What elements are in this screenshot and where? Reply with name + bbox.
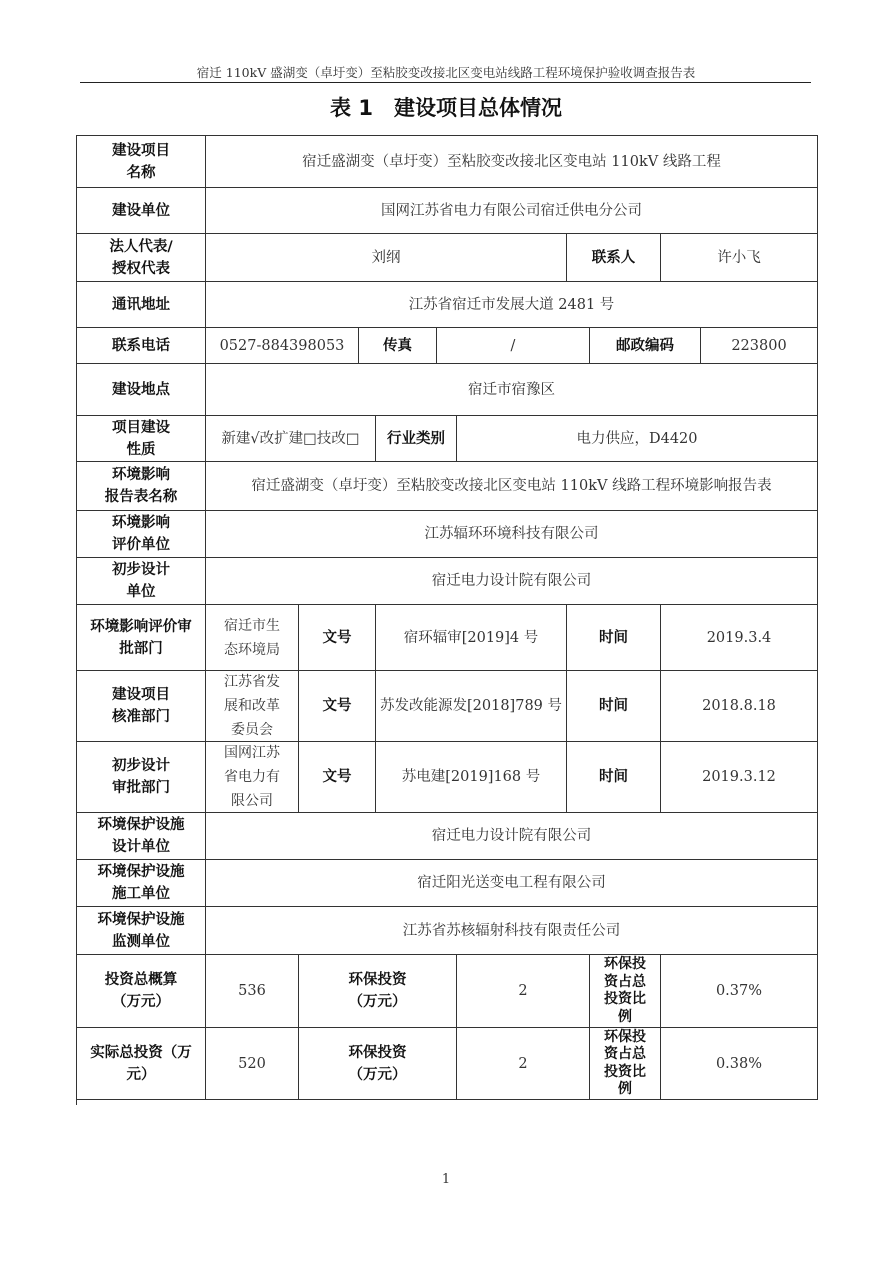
env-monitor-value: 江苏省苏核辐射科技有限责任公司: [206, 907, 818, 955]
invest-actual-env-label-line1: 环保投资: [348, 1044, 407, 1061]
invest-estimate-label-line1: 投资总概算: [104, 972, 178, 988]
invest-estimate-value: 536: [206, 955, 299, 1028]
design-approval-doc-value: 苏电建[2019]168 号: [376, 742, 567, 813]
invest-estimate-ratio-label-line2: 资占总: [604, 973, 646, 990]
design-approval-label-line1: 初步设计: [112, 758, 170, 774]
project-name-label-line1: 建设项目: [112, 142, 170, 159]
eia-unit-value: 江苏辐环环境科技有限公司: [206, 511, 818, 558]
eia-unit-label: [77, 511, 206, 558]
project-approval-doc-value: 苏发改能源发[2018]789 号: [376, 671, 567, 742]
industry-value: 电力供应，D4420: [457, 416, 818, 462]
eia-approval-doc-value: 宿环辐审[2019]4 号: [376, 605, 567, 671]
invest-actual-ratio-label-line2: 资占总: [604, 1046, 646, 1062]
invest-actual-ratio-label-line1: 环保投: [604, 1028, 646, 1045]
postcode-label: 邮政编码: [590, 328, 701, 364]
project-approval-label-line1: 建设项目: [112, 687, 170, 703]
project-nature-value: 新建√改扩建□技改□: [206, 416, 376, 462]
contact-person-label: 联系人: [567, 234, 661, 282]
invest-estimate-env-value: 2: [457, 955, 590, 1028]
location-label: 建设地点: [77, 364, 206, 416]
project-approval-dept-line1: 江苏省发: [224, 674, 280, 690]
design-approval-dept-line3: 限公司: [231, 793, 273, 809]
phone-value: 0527-884398053: [206, 328, 359, 364]
project-approval-dept-line3: 委员会: [231, 722, 273, 738]
prelim-design-label-line1: 初步设计: [112, 562, 170, 578]
fax-value: /: [437, 328, 590, 364]
invest-actual-label-line1: 实际总投资（万: [90, 1044, 192, 1061]
invest-actual-ratio-label-line4: 例: [618, 1081, 632, 1097]
project-approval-dept-line2: 展和改革: [224, 698, 280, 714]
design-approval-dept-line2: 省电力有: [224, 769, 280, 785]
prelim-design-value: 宿迁电力设计院有限公司: [206, 558, 818, 605]
invest-actual-env-label: [299, 1028, 457, 1100]
invest-actual-label-line2: 元）: [126, 1066, 156, 1083]
legal-rep-label-line1: 法人代表/: [109, 238, 173, 255]
address-label: 通讯地址: [77, 282, 206, 328]
invest-estimate-env-label: [299, 955, 457, 1028]
project-name-value: 宿迁盛湖变（卓圩变）至粘胶变改接北区变电站 110kV 线路工程: [206, 136, 818, 188]
design-approval-doc-label: 文号: [299, 742, 376, 813]
design-approval-dept-line1: 国网江苏: [224, 745, 280, 761]
env-monitor-label-line1: 环境保护设施: [97, 911, 185, 928]
env-monitor-label: [77, 907, 206, 955]
eia-approval-dept-line1: 宿迁市生: [224, 617, 280, 634]
project-approval-time-label: 时间: [567, 671, 661, 742]
address-value: 江苏省宿迁市发展大道 2481 号: [206, 282, 818, 328]
page-number: 1: [441, 1172, 451, 1187]
eia-approval-label-line2: 批部门: [119, 640, 163, 657]
project-nature-label: [77, 416, 206, 462]
design-approval-label: [77, 742, 206, 813]
eia-approval-label-line1: 环境影响评价审: [90, 618, 192, 635]
builder-value: 国网江苏省电力有限公司宿迁供电分公司: [206, 188, 818, 234]
project-name-label: [77, 136, 206, 188]
eia-approval-label: [77, 605, 206, 671]
builder-label: 建设单位: [77, 188, 206, 234]
env-design-value: 宿迁电力设计院有限公司: [206, 813, 818, 860]
running-header: 宿迁 110kV 盛湖变（卓圩变）至粘胶变改接北区变电站线路工程环境保护验收调查报告表: [196, 65, 696, 80]
invest-actual-ratio-label-line3: 投资比: [604, 1063, 646, 1080]
design-approval-time-label: 时间: [567, 742, 661, 813]
project-approval-label-line2: 核准部门: [112, 709, 170, 725]
project-approval-dept: [206, 671, 299, 742]
invest-actual-env-value: 2: [457, 1028, 590, 1100]
eia-report-label: [77, 462, 206, 511]
project-approval-time-value: 2018.8.18: [661, 671, 818, 742]
env-construction-label-line2: 施工单位: [112, 886, 170, 902]
env-construction-value: 宿迁阳光送变电工程有限公司: [206, 860, 818, 907]
eia-report-value: 宿迁盛湖变（卓圩变）至粘胶变改接北区变电站 110kV 线路工程环境影响报告表: [206, 462, 818, 511]
design-approval-dept: [206, 742, 299, 813]
env-monitor-label-line2: 监测单位: [112, 933, 170, 950]
eia-approval-dept: [206, 605, 299, 671]
project-approval-doc-label: 文号: [299, 671, 376, 742]
invest-estimate-ratio-label-line4: 例: [618, 1008, 632, 1025]
invest-estimate-ratio-value: 0.37%: [661, 955, 818, 1028]
contact-person-value: 许小飞: [661, 234, 818, 282]
project-overview-table: [76, 135, 818, 1105]
location-value: 宿迁市宿豫区: [206, 364, 818, 416]
table-title: 表 1 建设项目总体情况: [330, 96, 562, 120]
eia-report-label-line1: 环境影响: [112, 467, 170, 483]
design-approval-label-line2: 审批部门: [112, 780, 170, 796]
env-construction-label-line1: 环境保护设施: [97, 864, 185, 880]
eia-approval-time-label: 时间: [567, 605, 661, 671]
eia-unit-label-line2: 评价单位: [112, 537, 170, 553]
eia-approval-dept-line2: 态环境局: [224, 641, 280, 658]
env-construction-label: [77, 860, 206, 907]
phone-label: 联系电话: [77, 328, 206, 364]
industry-label: 行业类别: [376, 416, 457, 462]
invest-actual-value: 520: [206, 1028, 299, 1100]
prelim-design-label: [77, 558, 206, 605]
eia-report-label-line2: 报告表名称: [104, 489, 178, 505]
invest-actual-env-label-line2: （万元）: [348, 1066, 407, 1083]
project-nature-label-line1: 项目建设: [112, 419, 170, 436]
legal-rep-label: [77, 234, 206, 282]
invest-estimate-env-label-line2: （万元）: [348, 994, 407, 1010]
eia-approval-doc-label: 文号: [299, 605, 376, 671]
invest-actual-label: [77, 1028, 206, 1100]
fax-label: 传真: [359, 328, 437, 364]
invest-estimate-env-label-line1: 环保投资: [348, 972, 407, 988]
invest-estimate-ratio-label: [590, 955, 661, 1028]
invest-estimate-label-line2: （万元）: [112, 994, 170, 1010]
invest-actual-ratio-value: 0.38%: [661, 1028, 818, 1100]
project-nature-label-line2: 性质: [126, 441, 156, 458]
invest-estimate-ratio-label-line3: 投资比: [604, 991, 646, 1007]
project-name-label-line2: 名称: [126, 164, 156, 181]
env-design-label-line2: 设计单位: [112, 839, 170, 855]
project-approval-label: [77, 671, 206, 742]
env-design-label-line1: 环境保护设施: [97, 817, 185, 833]
header-rule: [80, 82, 811, 83]
design-approval-time-value: 2019.3.12: [661, 742, 818, 813]
eia-approval-time-value: 2019.3.4: [661, 605, 818, 671]
eia-unit-label-line1: 环境影响: [112, 515, 170, 531]
legal-rep-value: 刘纲: [206, 234, 567, 282]
legal-rep-label-line2: 授权代表: [111, 260, 170, 277]
postcode-value: 223800: [701, 328, 818, 364]
prelim-design-label-line2: 单位: [126, 584, 156, 600]
invest-estimate-ratio-label-line1: 环保投: [604, 956, 646, 972]
invest-estimate-label: [77, 955, 206, 1028]
env-design-label: [77, 813, 206, 860]
invest-actual-ratio-label: [590, 1028, 661, 1100]
